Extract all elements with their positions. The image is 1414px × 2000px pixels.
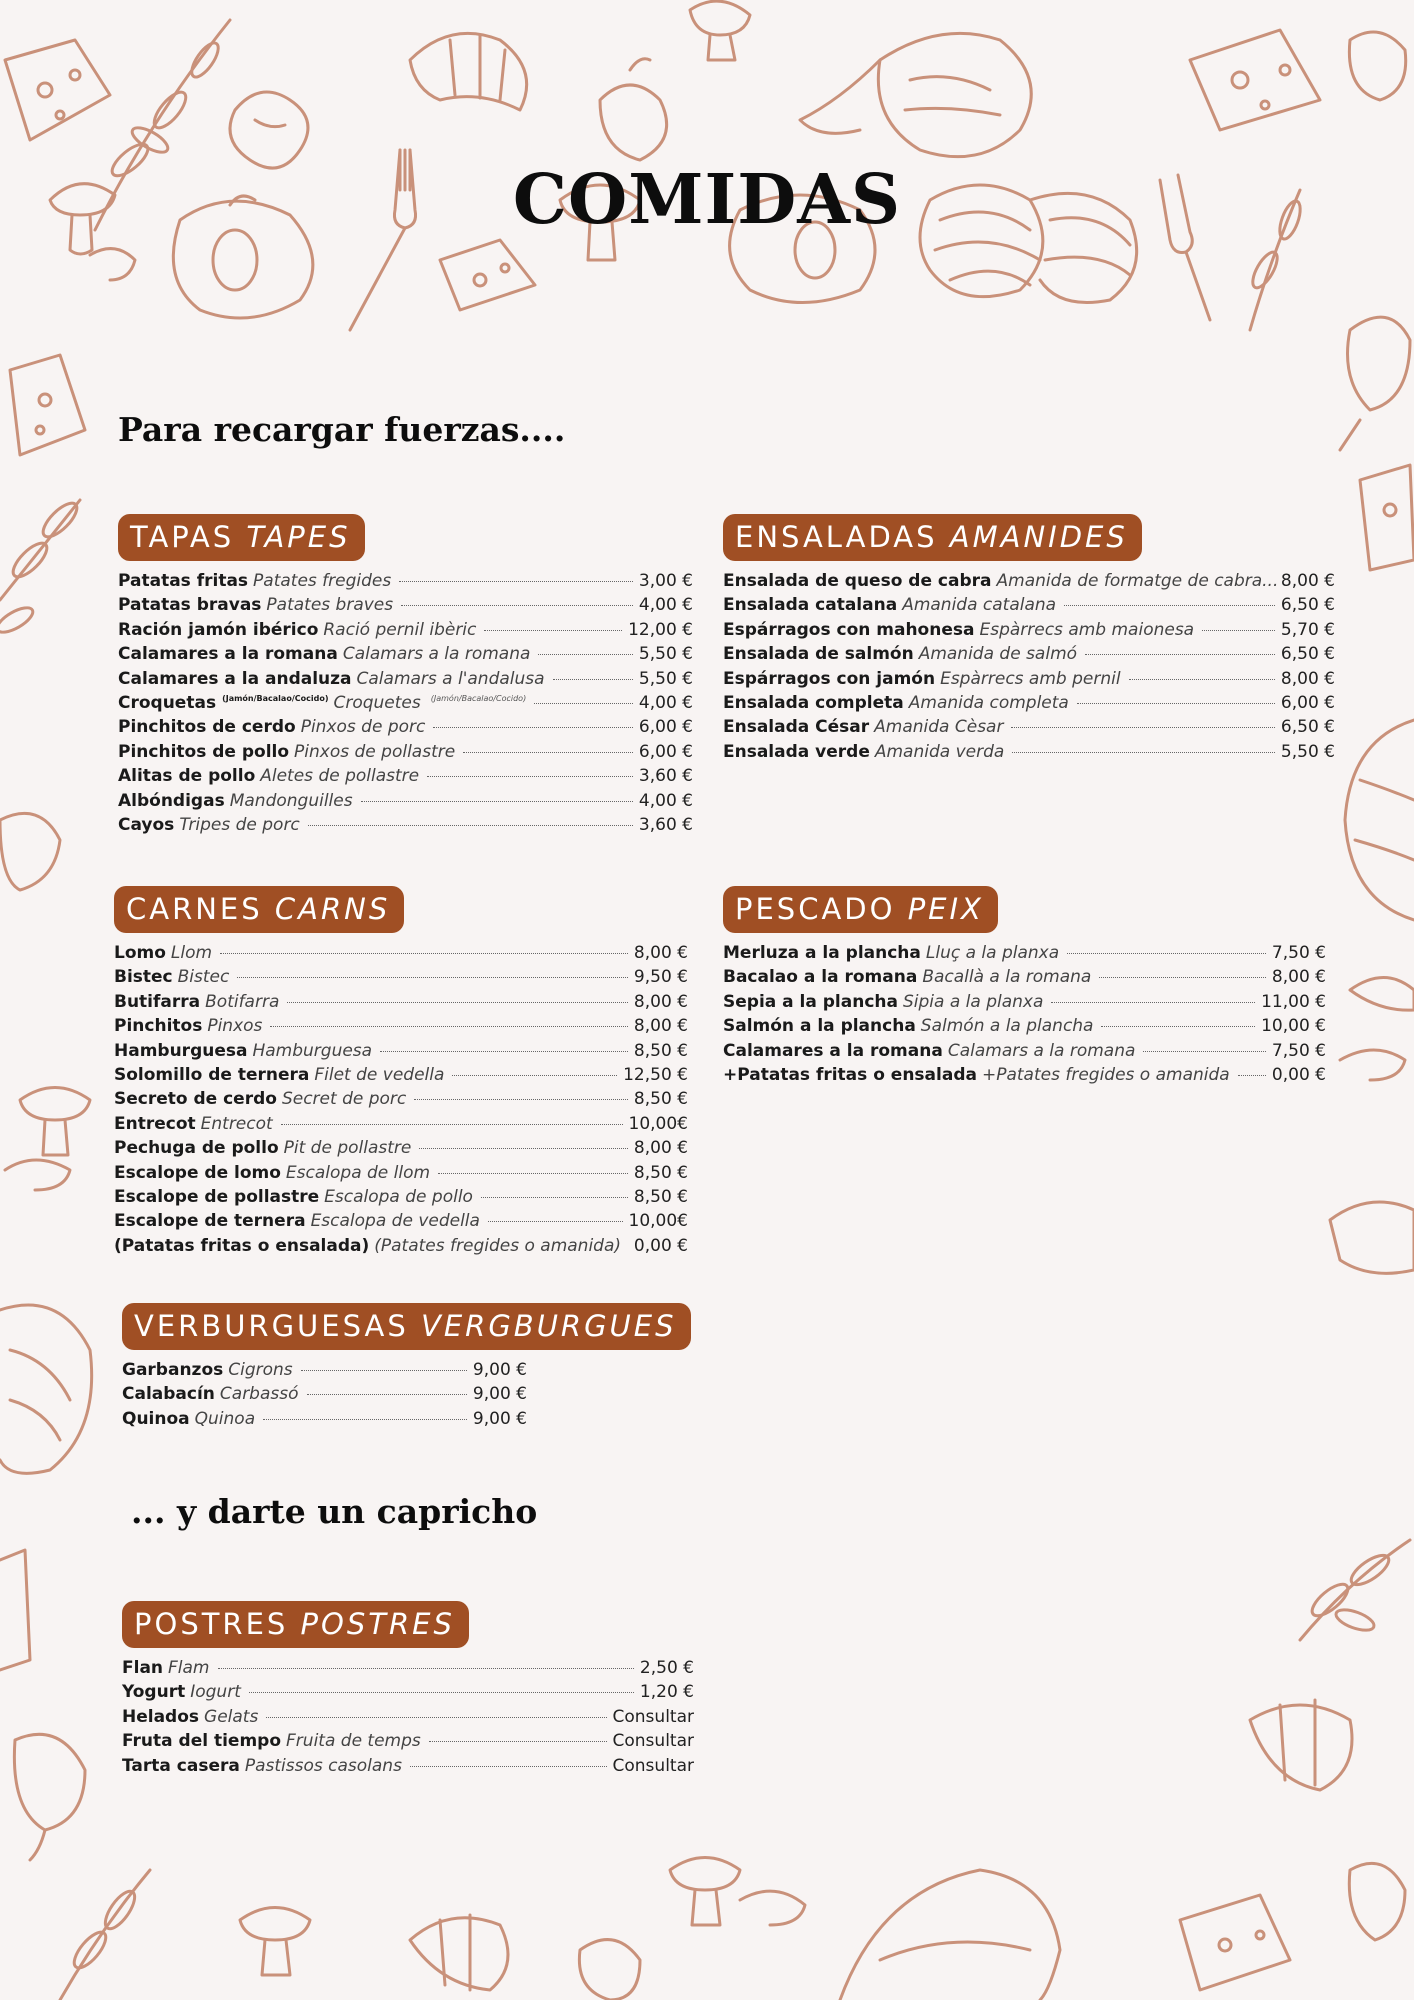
item-price: 8,50 €	[633, 1089, 688, 1110]
cheese-icon	[440, 240, 535, 310]
garlic-icon	[14, 1734, 85, 1860]
item-name-catalan: Bistec	[177, 967, 230, 988]
item-price: 4,00 €	[638, 692, 693, 713]
menu-item	[114, 1114, 688, 1138]
dot-leader	[1012, 752, 1275, 753]
dot-leader	[438, 1173, 628, 1174]
menu-item	[723, 669, 1335, 693]
item-price: 7,50 €	[1271, 1040, 1326, 1061]
item-price: 11,00 €	[1261, 991, 1326, 1012]
item-name-catalan: Tripes de porc	[179, 814, 300, 835]
section-title-catalan: AMANIDES	[949, 520, 1128, 554]
menu-item	[114, 1187, 688, 1211]
menu-item	[114, 1089, 688, 1113]
item-name: Patatas bravas	[118, 595, 262, 616]
item-name-catalan: Llom	[170, 943, 213, 963]
item-name-catalan: Amanida completa	[908, 692, 1069, 713]
section-title: ENSALADAS	[735, 520, 938, 554]
item-price: 8,00 €	[633, 1016, 688, 1037]
cheese-icon	[0, 1550, 30, 1670]
mushroom-icon	[1340, 978, 1414, 1081]
item-name: Secreto de cerdo	[114, 1089, 277, 1110]
menu-item	[723, 644, 1335, 668]
item-name-catalan: Carbassó	[219, 1384, 299, 1405]
item-price: 8,00 €	[633, 943, 688, 963]
menu-item	[723, 992, 1326, 1016]
item-name: Escalope de lomo	[114, 1162, 281, 1183]
item-name-catalan: Filet de vedella	[314, 1064, 445, 1085]
menu-item	[723, 571, 1335, 595]
item-name: Patatas fritas	[118, 571, 249, 591]
menu-item	[118, 742, 693, 766]
item-name-catalan: Flam	[168, 1658, 210, 1678]
croissant-icon	[1250, 1700, 1352, 1790]
dot-leader	[220, 953, 628, 954]
menu-item	[118, 620, 693, 644]
cheese-icon	[1190, 30, 1320, 130]
section-title: CARNES	[126, 892, 263, 926]
mushroom-icon	[670, 1858, 805, 1926]
item-price: 3,60 €	[638, 766, 693, 787]
item-name: Calamares a la romana	[723, 1040, 943, 1061]
item-name-catalan: Escalopa de vedella	[310, 1211, 480, 1232]
item-name: Garbanzos	[122, 1360, 224, 1380]
item-price: 5,50 €	[1280, 741, 1335, 762]
menu-item	[118, 766, 693, 790]
menu-item	[114, 1211, 688, 1235]
cheese-icon	[10, 355, 85, 455]
item-price: 4,00 €	[638, 790, 693, 811]
dot-leader	[361, 801, 633, 802]
section-ensaladas	[723, 514, 1335, 766]
menu-item	[723, 1065, 1326, 1089]
item-price: 0,00 €	[1271, 1064, 1326, 1085]
item-name-catalan: Espàrrecs amb maionesa	[979, 619, 1195, 640]
dot-leader	[429, 1741, 607, 1742]
menu-item	[723, 1041, 1326, 1065]
menu-item	[114, 943, 688, 967]
menu-item	[723, 1016, 1326, 1040]
item-name-catalan: Escalopa de pollo	[324, 1186, 473, 1207]
item-name-catalan: Fruita de temps	[286, 1731, 421, 1752]
item-name-catalan: Espàrrecs amb pernil	[940, 668, 1121, 689]
dot-leader	[553, 679, 633, 680]
item-price: 8,00 €	[1280, 668, 1335, 689]
menu-item	[723, 693, 1335, 717]
section-badge	[118, 514, 365, 561]
dot-leader	[301, 1370, 467, 1371]
item-price: 6,00 €	[638, 741, 693, 762]
item-name-catalan: Hamburguesa	[252, 1040, 373, 1061]
dot-leader	[1077, 703, 1275, 704]
section-title-catalan: VERGBURGUES	[421, 1309, 677, 1343]
cheese-icon	[1360, 465, 1414, 570]
item-price: 12,50 €	[623, 1064, 688, 1085]
item-price: 3,60 €	[638, 814, 693, 835]
item-name-catalan: Calamars a la romana	[342, 644, 531, 665]
item-name-catalan: +Patates fregides o amanida	[981, 1064, 1230, 1085]
item-price: 6,00 €	[1280, 692, 1335, 713]
section-badge	[122, 1303, 691, 1350]
item-name: Calabacín	[122, 1384, 215, 1405]
menu-item	[118, 595, 693, 619]
item-price: 8,00 €	[633, 991, 688, 1012]
garlic-icon	[579, 1940, 640, 2000]
item-price: Consultar	[612, 1706, 694, 1727]
dot-leader	[270, 1026, 628, 1027]
item-price: 6,00 €	[638, 717, 693, 738]
menu-item	[122, 1658, 694, 1682]
item-name-catalan: Pinxos de pollastre	[294, 741, 456, 762]
menu-item	[114, 1163, 688, 1187]
item-price: 8,50 €	[633, 1040, 688, 1061]
item-name-catalan: Ració pernil ibèric	[323, 619, 477, 640]
menu-item	[723, 620, 1335, 644]
menu-list	[118, 571, 693, 839]
croissant-icon	[410, 1915, 508, 1990]
croissant-icon	[1330, 1202, 1414, 1273]
menu-item	[118, 571, 693, 595]
item-name: Ensalada verde	[723, 741, 870, 762]
item-name-catalan: (Patates fregides o amanida)	[374, 1235, 622, 1256]
menu-list	[723, 571, 1335, 766]
garlic-icon	[1340, 317, 1410, 450]
item-name: Espárragos con mahonesa	[723, 619, 975, 640]
item-name: Pinchitos de pollo	[118, 741, 290, 762]
garlic-icon	[1349, 1863, 1405, 1940]
item-name: Fruta del tiempo	[122, 1731, 282, 1752]
item-name-catalan: Pinxos de porc	[300, 717, 426, 738]
item-name-catalan: Quinoa	[194, 1408, 256, 1429]
item-name-catalan: Calamars a la romana	[947, 1040, 1136, 1061]
menu-item	[118, 644, 693, 668]
item-name-catalan: Pinxos	[207, 1016, 263, 1037]
dot-leader	[538, 654, 633, 655]
item-price: 6,50 €	[1280, 717, 1335, 738]
item-name: Calamares a la romana	[118, 644, 338, 665]
item-name-catalan: Croquetes	[333, 692, 421, 713]
item-price: 8,50 €	[633, 1162, 688, 1183]
item-name: (Patatas fritas o ensalada)	[114, 1235, 370, 1256]
item-price: 9,50 €	[633, 967, 688, 988]
section-pescado	[723, 886, 1326, 1089]
olive-branch-icon	[1300, 1540, 1410, 1640]
section-title-catalan: CARNS	[274, 892, 391, 926]
dot-leader	[237, 977, 628, 978]
item-price: 6,50 €	[1280, 595, 1335, 616]
item-price: Consultar	[612, 1755, 694, 1776]
dot-leader	[410, 1766, 607, 1767]
item-name-catalan: Entrecot	[200, 1113, 273, 1134]
menu-item	[114, 1236, 688, 1260]
item-name: Escalope de ternera	[114, 1211, 306, 1232]
item-name-catalan: Iogurt	[190, 1682, 241, 1703]
item-price: 5,50 €	[638, 644, 693, 665]
dot-leader	[1067, 953, 1266, 954]
menu-item	[122, 1682, 694, 1706]
item-note-catalan: (Jamón/Bacalao/Cocido)	[430, 693, 527, 703]
olive-branch-icon	[60, 1870, 150, 2000]
dot-leader	[1129, 679, 1275, 680]
dot-leader	[1099, 977, 1266, 978]
item-name-catalan: Patates braves	[266, 595, 394, 616]
section-verburguesas	[122, 1303, 677, 1433]
dot-leader	[1143, 1051, 1266, 1052]
item-name: Ensalada completa	[723, 692, 904, 713]
dot-leader	[427, 776, 633, 777]
menu-item	[118, 815, 693, 839]
meat-icon	[1345, 720, 1414, 920]
dot-leader	[249, 1692, 634, 1693]
item-name: Merluza a la plancha	[723, 943, 921, 963]
dot-leader	[263, 1419, 467, 1420]
item-note: (Jamón/Bacalao/Cocido)	[222, 693, 329, 703]
section-badge	[114, 886, 404, 933]
item-price: 10,00€	[628, 1113, 688, 1134]
menu-item	[114, 1138, 688, 1162]
menu-item	[122, 1756, 694, 1780]
item-price: 8,00 €	[1271, 967, 1326, 988]
item-name: Ensalada catalana	[723, 595, 898, 616]
item-name: Sepia a la plancha	[723, 991, 898, 1012]
item-name-catalan: Lluç a la planxa	[925, 943, 1060, 963]
dot-leader	[266, 1717, 606, 1718]
item-price: 9,00 €	[472, 1360, 527, 1380]
item-name: Tarta casera	[122, 1755, 240, 1776]
menu-item	[114, 1065, 688, 1089]
meat-icon	[800, 33, 1031, 156]
garlic-icon	[1349, 32, 1405, 100]
dot-leader	[463, 752, 633, 753]
menu-item	[723, 967, 1326, 991]
item-name: Butifarra	[114, 991, 201, 1012]
section-title-catalan: POSTRES	[300, 1607, 455, 1641]
item-name: Salmón a la plancha	[723, 1016, 916, 1037]
dot-leader	[401, 605, 633, 606]
item-name-catalan: Cigrons	[228, 1360, 293, 1380]
item-name: Escalope de pollastre	[114, 1186, 320, 1207]
ginger-icon	[230, 92, 308, 168]
mushroom-icon	[240, 1908, 310, 1976]
menu-item	[122, 1731, 694, 1755]
section-title-catalan: PEIX	[907, 892, 984, 926]
cheese-icon	[1180, 1895, 1290, 1990]
item-name: Solomillo de ternera	[114, 1064, 310, 1085]
dot-leader	[1011, 727, 1274, 728]
dot-leader	[399, 581, 633, 582]
item-name-catalan: Sipia a la planxa	[903, 991, 1044, 1012]
item-price: 7,50 €	[1271, 943, 1326, 963]
menu-item	[723, 742, 1335, 766]
menu-item	[723, 595, 1335, 619]
item-name-catalan: Aletes de pollastre	[260, 766, 420, 787]
item-name-catalan: Salmón a la plancha	[920, 1016, 1094, 1037]
item-name-catalan: Secret de porc	[281, 1089, 407, 1110]
item-name: +Patatas fritas o ensalada	[723, 1064, 977, 1085]
menu-item	[118, 669, 693, 693]
menu-item	[118, 693, 693, 717]
item-name-catalan: Amanida catalana	[902, 595, 1057, 616]
dot-leader	[380, 1051, 628, 1052]
section-badge	[723, 514, 1142, 561]
item-price: 5,50 €	[638, 668, 693, 689]
cheese-icon	[5, 40, 110, 140]
item-price: 3,00 €	[638, 571, 693, 591]
menu-item	[122, 1409, 527, 1433]
page-title: COMIDAS	[512, 160, 902, 240]
menu-item	[723, 943, 1326, 967]
menu-item	[114, 1041, 688, 1065]
tagline-bottom: ... y darte un capricho	[131, 1492, 538, 1531]
item-name-catalan: Botifarra	[205, 991, 280, 1012]
item-price: 9,00 €	[472, 1408, 527, 1429]
garlic-icon	[600, 59, 667, 160]
section-title: POSTRES	[134, 1607, 289, 1641]
item-name-catalan: Amanida Cèsar	[874, 717, 1004, 738]
item-price: 4,00 €	[638, 595, 693, 616]
menu-item	[122, 1360, 527, 1384]
item-name: Bistec	[114, 967, 173, 988]
menu-item	[118, 717, 693, 741]
dot-leader	[484, 630, 622, 631]
dot-leader	[534, 703, 633, 704]
section-badge	[122, 1601, 469, 1648]
dot-leader	[1202, 630, 1275, 631]
item-name: Espárragos con jamón	[723, 668, 936, 689]
item-price: 1,20 €	[639, 1682, 694, 1703]
croissant-icon	[0, 813, 60, 890]
menu-list	[723, 943, 1326, 1089]
menu-list	[122, 1360, 527, 1433]
meat-icon	[840, 1870, 1060, 2000]
item-price: 12,00 €	[628, 619, 693, 640]
dot-leader	[433, 727, 633, 728]
croissant-icon	[410, 33, 527, 110]
menu-item	[723, 717, 1335, 741]
dot-leader	[1238, 1075, 1266, 1076]
section-badge	[723, 886, 998, 933]
item-name: Ensalada de queso de cabra	[723, 571, 992, 591]
item-name: Yogurt	[122, 1682, 186, 1703]
item-price: 10,00 €	[1261, 1016, 1326, 1037]
menu-item	[118, 791, 693, 815]
item-price: 2,50 €	[639, 1658, 694, 1678]
item-price: 5,70 €	[1280, 619, 1335, 640]
item-name: Flan	[122, 1658, 164, 1678]
meat-icon	[0, 1305, 92, 1473]
item-name-catalan: Calamars a l'andalusa	[356, 668, 545, 689]
dot-leader	[281, 1124, 623, 1125]
item-price: 9,00 €	[472, 1384, 527, 1405]
section-postres	[122, 1601, 694, 1780]
item-price: 8,00 €	[633, 1138, 688, 1159]
item-name-catalan: Escalopa de llom	[285, 1162, 431, 1183]
dot-leader	[452, 1075, 617, 1076]
item-price: 0,00 €	[633, 1235, 688, 1256]
dot-leader	[1101, 1026, 1255, 1027]
section-title: VERBURGUESAS	[134, 1309, 409, 1343]
item-name: Alitas de pollo	[118, 766, 256, 787]
item-name: Cayos	[118, 814, 175, 835]
menu-list	[122, 1658, 694, 1780]
item-name-catalan: Patates fregides	[253, 571, 392, 591]
menu-item	[122, 1384, 527, 1408]
dot-leader	[488, 1221, 623, 1222]
item-name: Pechuga de pollo	[114, 1138, 279, 1159]
menu-item	[114, 967, 688, 991]
item-name: Calamares a la andaluza	[118, 668, 352, 689]
dot-leader	[308, 825, 633, 826]
item-name-catalan: Pit de pollastre	[283, 1138, 412, 1159]
dot-leader	[1051, 1002, 1255, 1003]
item-name-catalan: Pastissos casolans	[244, 1755, 402, 1776]
item-name: Pinchitos	[114, 1016, 203, 1037]
item-price: Consultar	[612, 1731, 694, 1752]
dot-leader	[481, 1197, 628, 1198]
item-name-catalan: Bacallà a la romana	[922, 967, 1092, 988]
item-name: Ensalada César	[723, 717, 870, 738]
item-name-catalan: Amanida verda	[874, 741, 1005, 762]
item-name: Entrecot	[114, 1113, 196, 1134]
item-price: 6,50 €	[1280, 644, 1335, 665]
item-name: Lomo	[114, 943, 166, 963]
item-name: Hamburguesa	[114, 1040, 248, 1061]
item-price: 8,00 €	[1280, 571, 1335, 591]
item-name: Croquetas	[118, 692, 217, 713]
item-name-catalan: Gelats	[204, 1706, 259, 1727]
menu-item	[114, 992, 688, 1016]
item-name: Bacalao a la romana	[723, 967, 918, 988]
item-name: Ensalada de salmón	[723, 644, 914, 665]
menu-list	[114, 943, 688, 1260]
item-name-catalan: Mandonguilles	[229, 790, 353, 811]
dot-leader	[1085, 654, 1275, 655]
dot-leader	[287, 1002, 628, 1003]
item-name: Helados	[122, 1706, 200, 1727]
section-title: PESCADO	[735, 892, 896, 926]
item-name: Quinoa	[122, 1408, 190, 1429]
dot-leader	[419, 1148, 628, 1149]
item-name: Albóndigas	[118, 790, 225, 811]
item-name: Pinchitos de cerdo	[118, 717, 296, 738]
mushroom-icon	[5, 1088, 90, 1191]
dot-leader	[307, 1394, 467, 1395]
item-name-catalan: Amanida de salmó	[918, 644, 1078, 665]
item-name: Ración jamón ibérico	[118, 619, 319, 640]
dot-leader	[218, 1668, 634, 1669]
olive-branch-icon	[0, 498, 82, 637]
item-price: 8,50 €	[633, 1186, 688, 1207]
tagline-top: Para recargar fuerzas....	[118, 410, 566, 449]
dot-leader	[1064, 605, 1275, 606]
mushroom-icon	[690, 1, 750, 60]
section-tapas	[118, 514, 693, 839]
menu-item	[114, 1016, 688, 1040]
section-title-catalan: TAPES	[246, 520, 351, 554]
dot-leader	[414, 1099, 628, 1100]
item-name-catalan: Amanida de formatge de cabra...	[996, 571, 1279, 591]
menu-item	[122, 1707, 694, 1731]
item-price: 10,00€	[628, 1211, 688, 1232]
section-carnes	[114, 886, 688, 1260]
section-title: TAPAS	[130, 520, 235, 554]
